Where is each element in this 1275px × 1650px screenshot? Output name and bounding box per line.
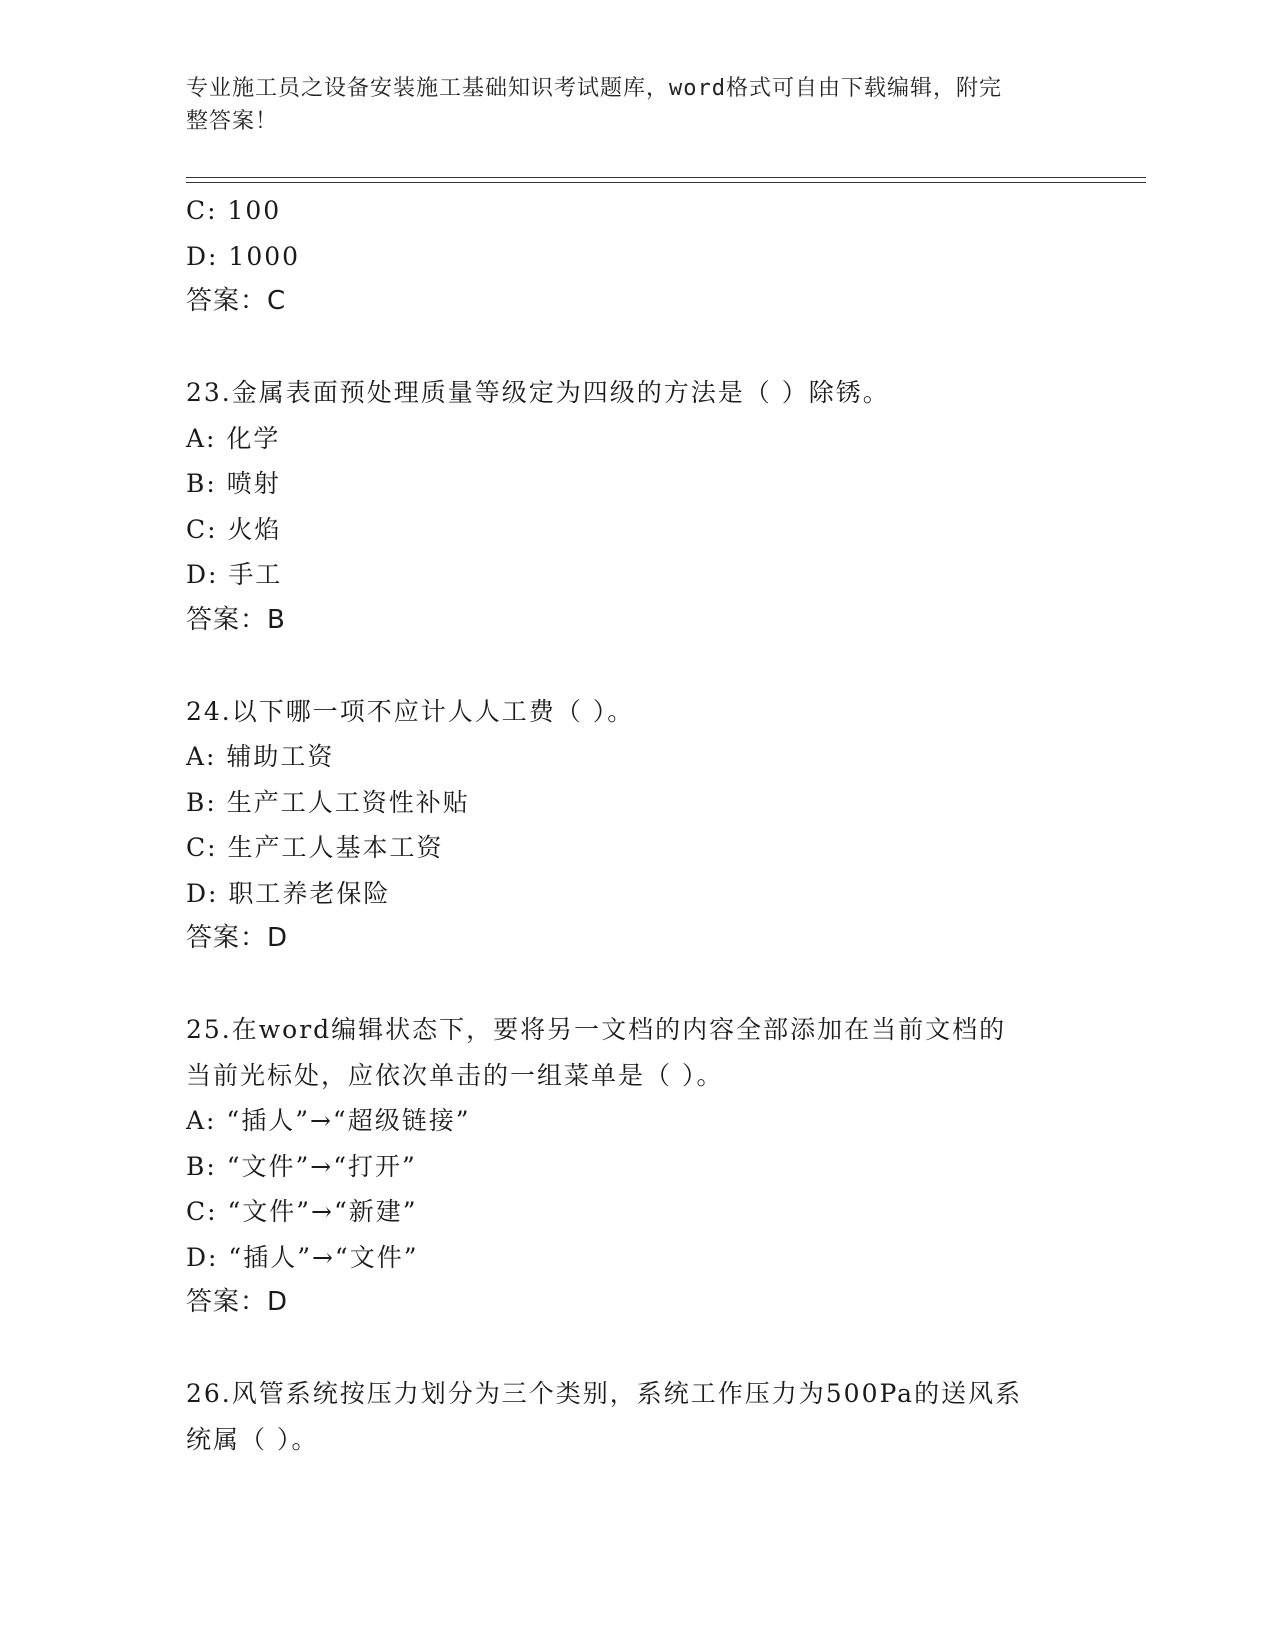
answer: 答案：D bbox=[186, 1287, 289, 1317]
question-23 bbox=[186, 370, 1086, 643]
question-26 bbox=[186, 1371, 1086, 1462]
question-text-line-1: 25.在word编辑状态下，要将另一文档的内容全部添加在当前文档的 bbox=[186, 1015, 1007, 1044]
header-divider-top bbox=[186, 177, 1146, 178]
option-b: B: 生产工人工资性补贴 bbox=[186, 787, 470, 817]
option-d: D: 手工 bbox=[186, 560, 283, 589]
spacer bbox=[186, 1326, 1086, 1372]
option-b: B: “文件”→“打开” bbox=[186, 1151, 417, 1181]
answer: 答案：D bbox=[186, 923, 289, 953]
option-c: C: 火焰 bbox=[186, 514, 282, 544]
header-line-1: 专业施工员之设备安装施工基础知识考试题库，word格式可自由下载编辑，附完 bbox=[186, 76, 1002, 101]
question-22-continued bbox=[186, 188, 1086, 325]
option-c: C: 100 bbox=[186, 196, 282, 225]
option-d: D: “插人”→“文件” bbox=[186, 1242, 419, 1272]
option-a: A: “插人”→“超级链接” bbox=[186, 1106, 471, 1135]
answer: 答案：C bbox=[186, 286, 287, 316]
document-body bbox=[186, 188, 1086, 1462]
question-text-line-2: 当前光标处，应依次单击的一组菜单是（ ）。 bbox=[186, 1060, 724, 1090]
header-line-2: 整答案！ bbox=[186, 109, 279, 134]
option-b: B: 喷射 bbox=[186, 469, 281, 498]
question-text: 23.金属表面预处理质量等级定为四级的方法是（ ）除锈。 bbox=[186, 378, 890, 407]
document-header bbox=[186, 72, 1066, 138]
question-24 bbox=[186, 689, 1086, 962]
spacer bbox=[186, 325, 1086, 371]
option-d: D: 1000 bbox=[186, 241, 301, 271]
question-text: 24.以下哪一项不应计人人工费（ ）。 bbox=[186, 696, 635, 726]
option-d: D: 职工养老保险 bbox=[186, 878, 391, 908]
question-25 bbox=[186, 1007, 1086, 1326]
header-divider-bottom bbox=[186, 182, 1146, 183]
question-text-line-1: 26.风管系统按压力划分为三个类别，系统工作压力为500Pa的送风系 bbox=[186, 1379, 1023, 1408]
option-c: C: 生产工人基本工资 bbox=[186, 833, 444, 862]
question-text-line-2: 统属（ ）。 bbox=[186, 1424, 319, 1454]
spacer bbox=[186, 962, 1086, 1008]
answer: 答案：B bbox=[186, 604, 286, 635]
option-a: A: 辅助工资 bbox=[186, 742, 335, 771]
spacer bbox=[186, 643, 1086, 689]
option-c: C: “文件”→“新建” bbox=[186, 1197, 418, 1226]
option-a: A: 化学 bbox=[186, 423, 281, 453]
